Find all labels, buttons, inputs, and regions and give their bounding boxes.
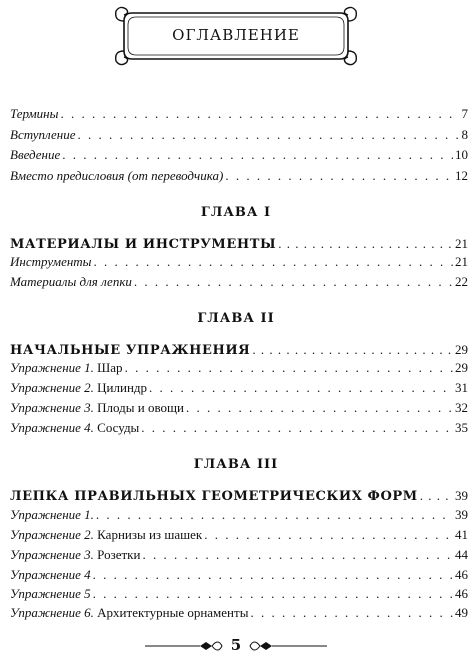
toc-entry-text: Шар (97, 360, 123, 375)
toc-section[interactable] (10, 488, 468, 508)
leader-dots (149, 380, 453, 396)
ornamental-title-frame (112, 5, 360, 67)
toc-entry-label: Упражнение 3. (10, 547, 94, 562)
toc-entry-page: 22 (455, 274, 468, 289)
toc-entry-page: 29 (455, 360, 468, 375)
toc-entry[interactable] (10, 420, 468, 440)
toc-entry-text: Карнизы из шашек (97, 527, 203, 542)
leader-dots (225, 168, 453, 184)
toc-entry-text: Архитектурные орнаменты (97, 605, 249, 620)
toc-entry-label: Упражнение 2. (10, 380, 94, 395)
leader-dots (96, 507, 453, 523)
toc-section-page: 39 (455, 488, 468, 503)
toc-entry-page: 10 (455, 147, 468, 162)
toc-entry-label: Упражнение 4 (10, 567, 91, 582)
leader-dots (93, 586, 453, 602)
toc-entry-page: 49 (455, 605, 468, 620)
toc-entry-label: Введение (10, 147, 61, 162)
toc-entry-label: Упражнение 6. (10, 605, 94, 620)
toc-section[interactable] (10, 342, 468, 362)
leader-dots (204, 527, 453, 543)
leader-dots (78, 127, 460, 143)
toc-entry-label: Инструменты (10, 254, 92, 269)
toc-entry-page: 31 (455, 380, 468, 395)
toc-entry[interactable] (10, 380, 468, 400)
toc-entry[interactable] (10, 586, 468, 606)
toc-entry-page: 39 (455, 507, 468, 522)
toc-entry-page: 8 (461, 127, 468, 142)
toc-section-page: 21 (455, 236, 468, 251)
toc-entry-label: Упражнение 5 (10, 586, 91, 601)
toc-entry[interactable] (10, 168, 468, 188)
leader-dots (252, 342, 453, 358)
toc-section-page: 29 (455, 342, 468, 357)
leader-dots (125, 360, 453, 376)
leader-dots (141, 420, 453, 436)
toc-entry[interactable] (10, 567, 468, 587)
leader-dots (278, 236, 453, 252)
leader-dots (134, 274, 453, 290)
toc-entry-page: 21 (455, 254, 468, 269)
toc-entry-label: Вместо предисловия (от переводчика) (10, 168, 224, 183)
toc-entry[interactable] (10, 547, 468, 567)
toc-entry-label: Упражнение 2. (10, 527, 94, 542)
toc-entry[interactable] (10, 254, 468, 274)
leader-dots (420, 488, 453, 504)
toc-section-label: НАЧАЛЬНЫЕ УПРАЖНЕНИЯ (10, 343, 251, 358)
toc-entry-page: 44 (455, 547, 468, 562)
toc-entry[interactable] (10, 605, 468, 625)
chapter-heading: ГЛАВА II (197, 311, 275, 326)
toc-entry-text: Розетки (97, 547, 141, 562)
toc-entry[interactable] (10, 507, 468, 527)
toc-section-label: ЛЕПКА ПРАВИЛЬНЫХ ГЕОМЕТРИЧЕСКИХ ФОРМ (10, 489, 418, 504)
toc-entry[interactable] (10, 400, 468, 420)
toc-entry-page: 35 (455, 420, 468, 435)
toc-entry-label: Упражнение 4. (10, 420, 94, 435)
toc-entry-label: Материалы для лепки (10, 274, 132, 289)
toc-section[interactable] (10, 236, 468, 256)
toc-entry-page: 12 (455, 168, 468, 183)
toc-entry-label: Упражнение 1. (10, 360, 94, 375)
toc-entry-label: Вступление (10, 127, 76, 142)
toc-entry[interactable] (10, 147, 468, 167)
toc-entry[interactable] (10, 360, 468, 380)
page-footer (0, 632, 472, 660)
toc-entry-text: Цилиндр (97, 380, 148, 395)
leader-dots (186, 400, 453, 416)
toc-entry-text: Сосуды (97, 420, 140, 435)
toc-entry-page: 46 (455, 567, 468, 582)
page-number: 5 (230, 636, 242, 654)
leader-dots (250, 605, 453, 621)
leader-dots (93, 254, 453, 270)
leader-dots (62, 147, 453, 163)
leader-dots (142, 547, 453, 563)
toc-section-label: МАТЕРИАЛЫ И ИНСТРУМЕНТЫ (10, 237, 277, 252)
toc-entry-label: Упражнение 3. (10, 400, 94, 415)
toc-entry[interactable] (10, 527, 468, 547)
toc-entry[interactable] (10, 274, 468, 294)
chapter-heading: ГЛАВА I (200, 205, 272, 220)
toc-entry[interactable] (10, 106, 468, 126)
toc-entry-page: 46 (455, 586, 468, 601)
page-title: ОГЛАВЛЕНИЕ (172, 26, 300, 44)
toc-entry-page: 7 (461, 106, 468, 121)
toc-entry-page: 32 (455, 400, 468, 415)
chapter-heading: ГЛАВА III (193, 457, 279, 472)
leader-dots (93, 567, 453, 583)
toc-entry-page: 41 (455, 527, 468, 542)
toc-entry-label: Термины (10, 106, 59, 121)
toc-entry-text: Плоды и овощи (97, 400, 184, 415)
leader-dots (60, 106, 459, 122)
toc-entry-label: Упражнение 1. (10, 507, 94, 522)
toc-entry[interactable] (10, 127, 468, 147)
